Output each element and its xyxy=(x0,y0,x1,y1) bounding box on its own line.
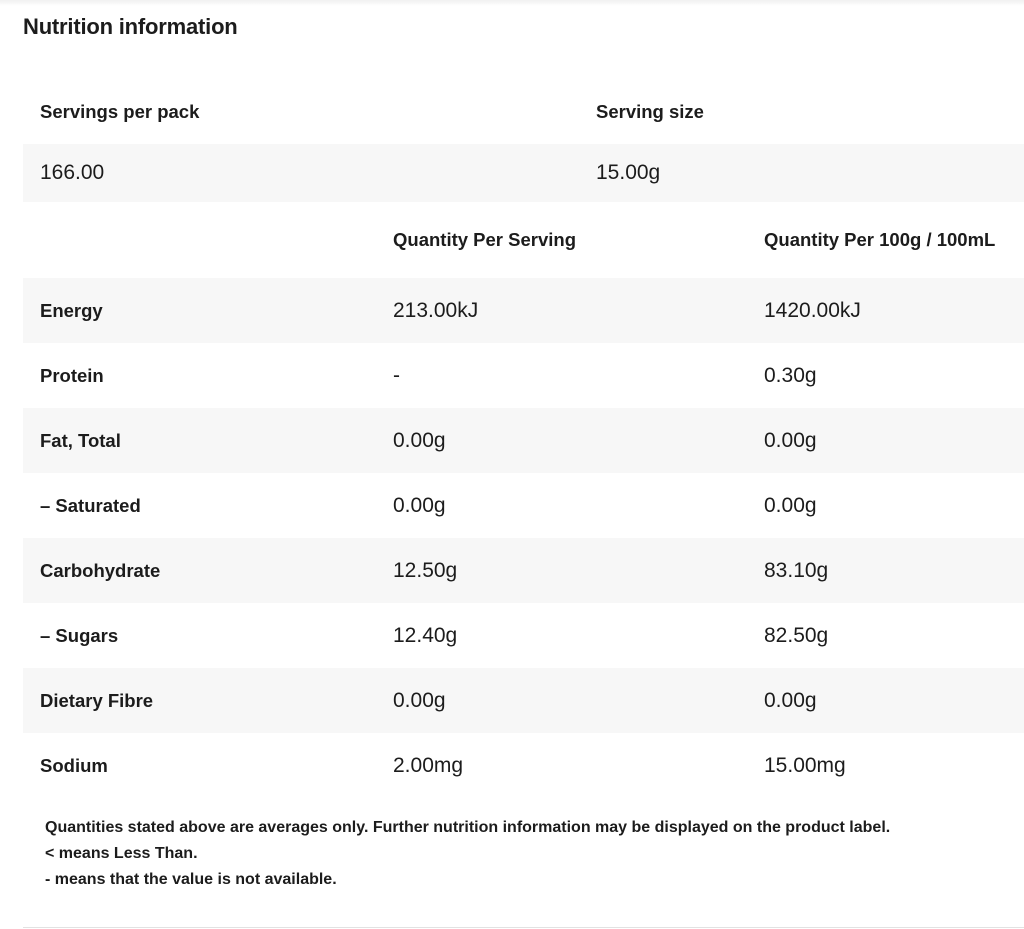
nutrient-per-serving: 0.00g xyxy=(393,428,446,452)
nutrient-per-serving: 213.00kJ xyxy=(393,298,479,322)
servings-header-row xyxy=(23,80,1024,144)
column-header-row xyxy=(23,202,1024,278)
nutrient-per-100: 0.00g xyxy=(764,428,817,452)
column-header-per-serving: Quantity Per Serving xyxy=(393,229,576,250)
table-row xyxy=(23,538,1024,603)
servings-per-pack-label: Servings per pack xyxy=(40,101,200,122)
nutrient-per-serving: - xyxy=(393,363,400,387)
nutrient-per-100: 15.00mg xyxy=(764,753,846,777)
nutrient-per-100: 83.10g xyxy=(764,558,829,582)
nutrient-per-serving: 12.40g xyxy=(393,623,458,647)
nutrient-per-serving: 2.00mg xyxy=(393,753,464,777)
servings-per-pack-value: 166.00 xyxy=(40,161,105,184)
nutrition-table xyxy=(23,80,1024,798)
nutrient-name: Protein xyxy=(40,364,104,386)
nutrient-per-100: 0.30g xyxy=(764,363,817,387)
nutrient-per-100: 82.50g xyxy=(764,623,829,647)
table-row xyxy=(23,668,1024,733)
nutrient-per-serving: 0.00g xyxy=(393,688,446,712)
nutrient-per-100: 0.00g xyxy=(764,493,817,517)
nutrient-name: Energy xyxy=(40,299,103,321)
nutrient-name: – Sugars xyxy=(40,624,119,646)
footnote-less-than: < means Less Than. xyxy=(45,845,198,862)
table-row xyxy=(23,343,1024,408)
table-row xyxy=(23,603,1024,668)
nutrient-per-serving: 12.50g xyxy=(393,558,458,582)
table-row xyxy=(23,408,1024,473)
serving-size-label: Serving size xyxy=(596,101,704,122)
column-header-per-100: Quantity Per 100g / 100mL xyxy=(764,229,996,250)
nutrient-per-100: 1420.00kJ xyxy=(764,298,861,322)
footnote-not-available: - means that the value is not available. xyxy=(45,871,337,888)
nutrient-name: – Saturated xyxy=(40,494,141,516)
top-edge-shadow xyxy=(0,0,1024,6)
nutrient-per-serving: 0.00g xyxy=(393,493,446,517)
footnotes xyxy=(45,815,890,893)
nutrient-name: Dietary Fibre xyxy=(40,689,154,711)
nutrient-name: Fat, Total xyxy=(40,429,121,451)
table-row xyxy=(23,473,1024,538)
servings-value-row xyxy=(23,144,1024,202)
section-title: Nutrition information xyxy=(23,14,238,39)
nutrient-name: Carbohydrate xyxy=(40,559,161,581)
footnote-averages: Quantities stated above are averages only. Further nutrition information may be displayed on the product label. xyxy=(45,819,891,836)
nutrient-per-100: 0.00g xyxy=(764,688,817,712)
table-row xyxy=(23,278,1024,343)
serving-size-value: 15.00g xyxy=(596,161,661,184)
table-row xyxy=(23,733,1024,798)
nutrient-name: Sodium xyxy=(40,754,108,776)
bottom-divider xyxy=(23,927,1024,928)
